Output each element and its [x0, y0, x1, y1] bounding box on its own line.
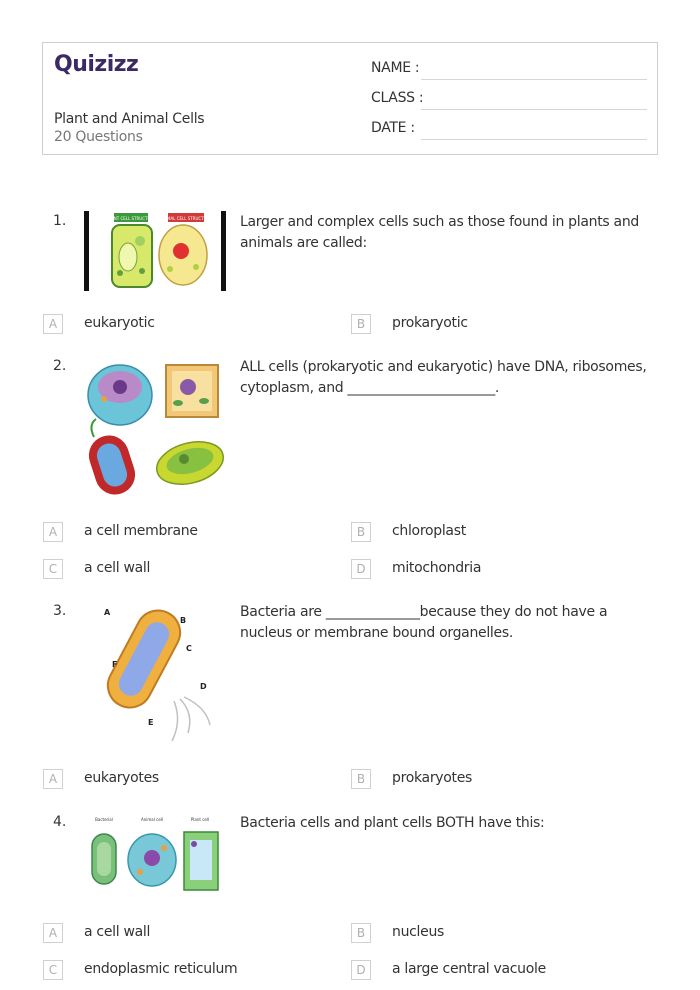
question-number: 2.	[53, 358, 67, 374]
name-line	[421, 79, 647, 80]
option-d-text[interactable]: a large central vacuole	[392, 961, 546, 977]
option-b-text[interactable]: prokaryotes	[392, 770, 473, 786]
option-a-text[interactable]: a cell wall	[84, 924, 151, 940]
option-a-text[interactable]: eukaryotic	[84, 315, 155, 331]
label-b: B	[180, 616, 187, 625]
option-d-letter[interactable]: D	[351, 559, 371, 579]
bacterium-image	[84, 601, 226, 747]
plant-animal-cell-image	[84, 211, 226, 291]
question-number: 4.	[53, 814, 67, 830]
option-b-letter[interactable]: B	[351, 769, 371, 789]
plant-label: PLANT CELL STRUCTURE	[106, 216, 156, 221]
date-line	[421, 139, 647, 140]
class-label: CLASS :	[371, 90, 424, 106]
animal-cell-label: Animal cell	[141, 817, 163, 822]
bacterial-label: Bacterial	[95, 817, 113, 822]
option-a-text[interactable]: a cell membrane	[84, 523, 198, 539]
question-text: ALL cells (prokaryotic and eukaryotic) have DNA, ribosomes, cytoplasm, and ______________________.	[240, 359, 647, 396]
option-a-letter[interactable]: A	[43, 522, 63, 542]
question-text: Bacteria cells and plant cells BOTH have this:	[240, 815, 545, 831]
option-c-letter[interactable]: C	[43, 960, 63, 980]
quiz-title: Plant and Animal Cells	[54, 111, 205, 127]
three-cells-image	[84, 814, 226, 896]
quizizz-logo: Quizizz	[54, 52, 139, 77]
label-d: D	[200, 682, 207, 691]
class-line	[421, 109, 647, 110]
option-a-letter[interactable]: A	[43, 314, 63, 334]
option-a-text[interactable]: eukaryotes	[84, 770, 159, 786]
animal-label: ANIMAL CELL STRUCTURE	[160, 216, 212, 221]
class-field[interactable]	[371, 90, 647, 110]
question-number: 1.	[53, 213, 67, 229]
option-c-text[interactable]: endoplasmic reticulum	[84, 961, 238, 977]
option-b-letter[interactable]: B	[351, 923, 371, 943]
question-text: Larger and complex cells such as those found in plants and animals are called:	[240, 214, 639, 251]
question-number: 3.	[53, 603, 67, 619]
plant-cell-label: Plant cell	[190, 817, 210, 822]
option-b-text[interactable]: prokaryotic	[392, 315, 468, 331]
four-cell-types-image	[84, 355, 226, 501]
name-field[interactable]	[371, 60, 647, 80]
option-a-letter[interactable]: A	[43, 923, 63, 943]
option-d-letter[interactable]: D	[351, 960, 371, 980]
date-label: DATE :	[371, 120, 415, 136]
option-b-letter[interactable]: B	[351, 522, 371, 542]
option-b-text[interactable]: chloroplast	[392, 523, 466, 539]
option-a-letter[interactable]: A	[43, 769, 63, 789]
name-label: NAME :	[371, 60, 420, 76]
option-d-text[interactable]: mitochondria	[392, 560, 482, 576]
option-c-letter[interactable]: C	[43, 559, 63, 579]
option-b-letter[interactable]: B	[351, 314, 371, 334]
worksheet-header	[42, 42, 658, 155]
question-count: 20 Questions	[54, 129, 143, 145]
label-e: E	[148, 718, 154, 727]
option-c-text[interactable]: a cell wall	[84, 560, 151, 576]
question-text: Bacteria are ______________because they do not have a nucleus or membrane bound organelles.	[240, 604, 608, 641]
date-field[interactable]	[371, 120, 647, 140]
label-f: F	[112, 660, 118, 669]
option-b-text[interactable]: nucleus	[392, 924, 445, 940]
label-c: C	[186, 644, 192, 653]
label-a: A	[104, 608, 111, 617]
